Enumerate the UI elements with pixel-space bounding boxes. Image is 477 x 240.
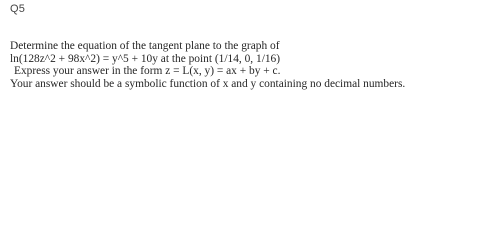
- question-line-answer-requirement: Your answer should be a symbolic function of x and y containing no decimal numbers.: [10, 77, 406, 90]
- question-line-prompt: Determine the equation of the tangent plane to the graph of: [10, 40, 280, 52]
- question-line-equation: ln(128z^2 + 98x^2) = y^5 + 10y at the point (1/14, 0, 1/16): [10, 52, 281, 65]
- question-line-form-instruction: Express your answer in the form z = L(x, y) = ax + by + c.: [14, 65, 281, 78]
- question-body: [10, 40, 472, 90]
- question-number: Q5: [10, 3, 26, 15]
